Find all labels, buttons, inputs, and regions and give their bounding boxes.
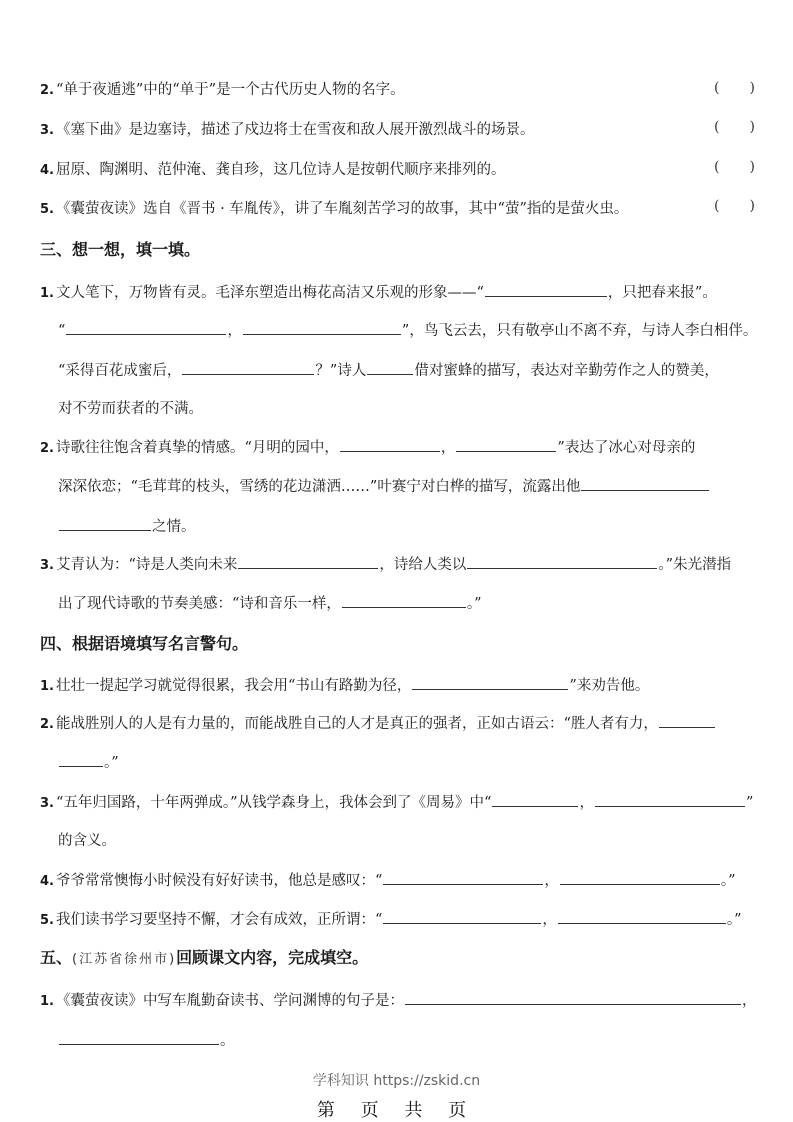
judge-item-2 [40,80,405,101]
fill-blank[interactable] [238,554,378,569]
text: 我们读书学习要坚持不懈，才会有成效，正所谓：“ [55,912,383,928]
text: 诗歌往往饱含着真挚的情感。“月明的园中， [55,440,339,456]
text: 。” [720,873,736,889]
text: 借对蜜蜂的描写，表达对辛勤劳作之人的赞美， [414,363,719,379]
fill-blank[interactable] [456,437,556,452]
text: ”，鸟飞云去，只有敬亭山不离不弃，与诗人李白相伴。 [401,323,758,339]
fill-blank[interactable] [342,593,466,608]
heading-number: 五、 [40,948,73,967]
paren-close: ) [749,80,755,96]
heading-source: (江苏省徐州市) [72,952,177,967]
text: 爷爷常常懊悔小时候没有好好读书，他总是感叹：“ [55,873,383,889]
item-number: 2. [40,441,54,456]
item-number: 1. [40,286,54,301]
s4-q3-line1 [40,792,753,814]
s3-q3-line2 [58,593,482,614]
item-number: 3. [40,558,54,573]
fill-blank[interactable] [340,437,440,452]
fill-blank[interactable] [367,360,413,375]
judge-item-5 [40,199,628,220]
s3-q1-line4: 对不劳而获者的不满。 [58,401,203,417]
fill-blank[interactable] [412,675,568,690]
s5-q1-line1 [40,990,756,1012]
paren-close: ) [749,119,755,135]
paren-close: ) [749,159,755,175]
fill-blank[interactable] [59,1030,219,1045]
s3-q1-line1 [40,282,717,304]
paren-open: ( [714,198,720,214]
text: 艾青认为：“诗是人类向未来 [55,557,238,573]
fill-blank[interactable] [485,282,607,297]
text: ， [579,795,594,811]
item-number: 3. [40,796,54,811]
fill-blank[interactable] [659,713,715,728]
answer-parens[interactable] [714,119,755,135]
text: 能战胜别人的人是有力量的，而能战胜自己的人才是真正的强者，正如古语云：“胜人者有力， [55,716,658,732]
fill-blank[interactable] [581,476,709,491]
text: ， [227,323,242,339]
text: “ [58,323,66,339]
text: 壮壮一提起学习就觉得很累，我会用“书山有路勤为径， [55,678,412,694]
fill-blank[interactable] [59,516,151,531]
answer-parens[interactable] [714,159,755,175]
text: 深深依恋；“毛茸茸的枝头，雪绣的花边潇洒……”叶赛宁对白桦的描写，流露出他 [58,479,581,495]
item-text: 《塞下曲》是边塞诗，描述了戍边将士在雪夜和敌人展开激烈战斗的场景。 [55,122,535,138]
fill-blank[interactable] [405,990,741,1005]
text: 出了现代诗歌的节奏美感：“诗和音乐一样， [58,596,341,612]
fill-blank[interactable] [383,909,541,924]
text: 《囊萤夜读》中写车胤勤奋读书、学问渊博的句子是： [55,993,404,1009]
text: “采得百花成蜜后， [58,363,182,379]
fill-blank[interactable] [467,554,657,569]
item-number: 3. [40,123,54,138]
paren-open: ( [714,119,720,135]
fill-blank[interactable] [560,870,720,885]
judge-item-4 [40,160,505,181]
judge-item-3 [40,120,534,141]
fill-blank[interactable] [558,909,726,924]
item-text: 屈原、陶渊明、范仲淹、龚自珍，这几位诗人是按朝代顺序来排列的。 [55,162,506,178]
text: 。” [466,596,482,612]
s4-q1 [40,675,649,697]
fill-blank[interactable] [59,752,103,767]
fill-blank[interactable] [66,320,226,335]
item-text: “单于夜遁逃”中的“单于”是一个古代历史人物的名字。 [55,82,405,98]
s4-q4 [40,870,736,892]
answer-parens[interactable] [714,80,755,96]
s5-q1-line2 [58,1030,235,1051]
text: 。”朱光潜指 [658,557,732,573]
text: ” [745,795,754,811]
s3-q3-line1 [40,554,731,576]
s3-q1-line3 [58,360,719,381]
s4-q3-line2: 的含义。 [58,833,116,849]
paren-close: ) [749,198,755,214]
item-number: 1. [40,679,54,694]
text: ， [741,993,757,1009]
text: 。 [220,1033,235,1049]
s3-q2-line1 [40,437,695,459]
page-number: 第 页 共 页 [316,1100,477,1121]
fill-blank[interactable] [243,320,401,335]
fill-blank[interactable] [182,360,314,375]
s4-q2-line1 [40,713,716,735]
item-number: 4. [40,163,54,178]
item-number: 1. [40,994,54,1009]
answer-parens[interactable] [714,198,755,214]
text: ，诗给人类以 [379,557,467,573]
fill-blank[interactable] [492,792,578,807]
paren-open: ( [714,159,720,175]
text: ，只把春来报”。 [607,285,717,301]
s3-q2-line2 [58,476,710,497]
item-number: 2. [40,83,54,98]
item-text: 《囊萤夜读》选自《晋书 · 车胤传》，讲了车胤刻苦学习的故事，其中“萤”指的是萤火虫。 [55,201,629,217]
s4-q2-line2 [58,752,119,773]
text: 。” [726,912,742,928]
text: “五年归国路，十年两弹成。”从钱学森身上，我体会到了《周易》中“ [55,795,492,811]
text: 文人笔下，万物皆有灵。毛泽东塑造出梅花高洁又乐观的形象——“ [55,285,484,301]
item-number: 4. [40,874,54,889]
text: ， [542,912,557,928]
text: 之情。 [152,519,196,535]
text: 。” [104,755,119,771]
text: ”来劝告他。 [569,678,650,694]
section-5-heading [40,948,368,970]
text: ， [440,440,456,456]
s4-q5 [40,909,742,931]
paren-open: ( [714,80,720,96]
s3-q1-line2 [58,320,757,341]
s3-q2-line3 [58,516,196,537]
item-number: 5. [40,913,54,928]
fill-blank[interactable] [595,792,745,807]
text: ”表达了冰心对母亲的 [557,440,696,456]
item-number: 2. [40,717,54,732]
text: ？”诗人 [315,363,367,379]
item-number: 5. [40,202,54,217]
section-4-heading: 四、根据语境填写名言警句。 [40,634,249,653]
heading-text: 回顾课文内容，完成填空。 [176,948,369,967]
section-3-heading: 三、想一想，填一填。 [40,240,201,259]
text: ， [544,873,559,889]
fill-blank[interactable] [383,870,543,885]
watermark-link[interactable]: 学科知识 https://zskid.cn [312,1073,481,1089]
